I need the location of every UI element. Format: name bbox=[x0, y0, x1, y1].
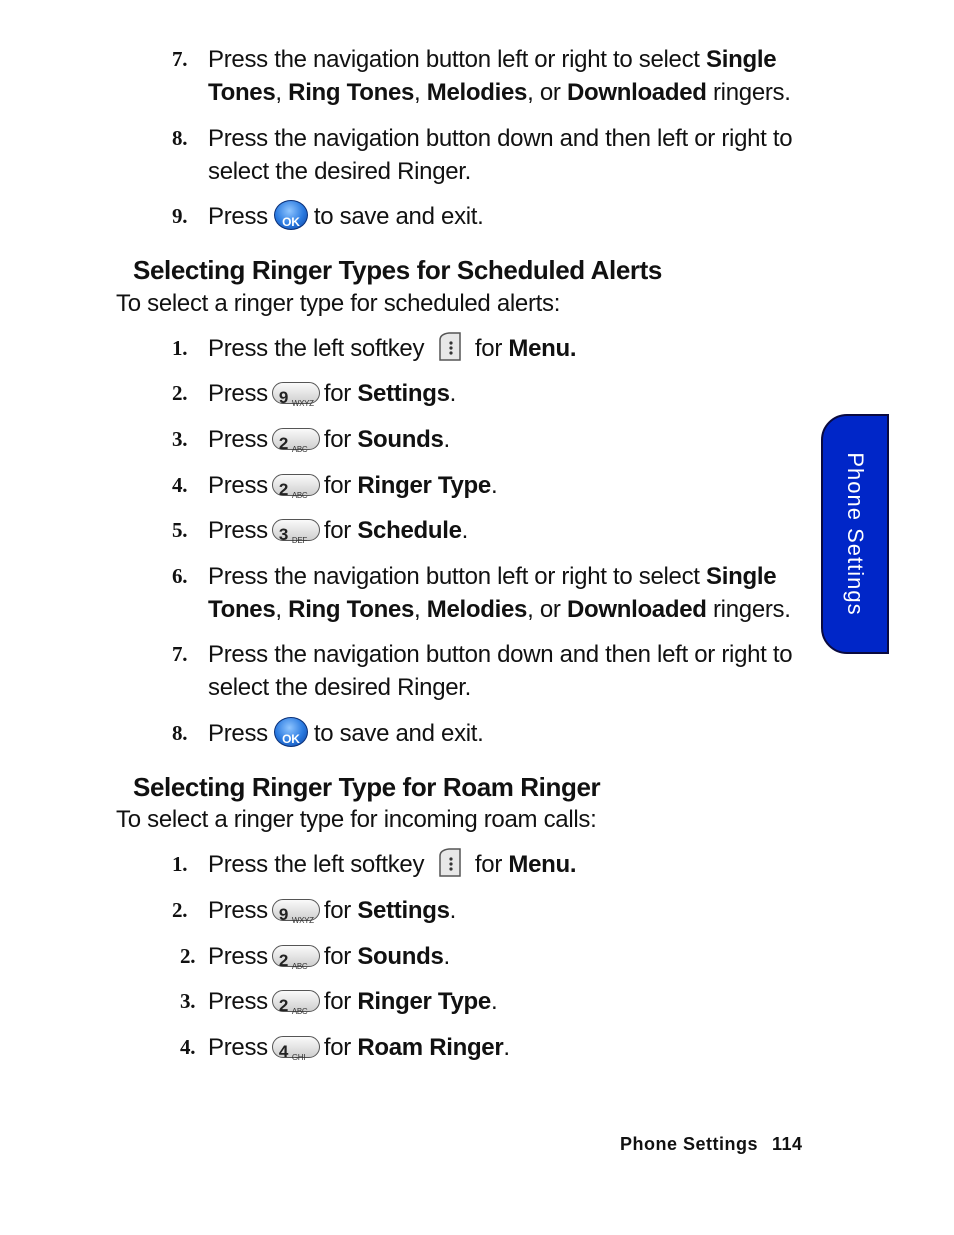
step-number: 6. bbox=[172, 564, 188, 588]
list-item: 2. Press 2 ABC for Sounds. bbox=[172, 940, 802, 973]
step-number: 1. bbox=[172, 852, 188, 876]
step-number: 3. bbox=[180, 989, 196, 1013]
key-9-icon: 9 WXYZ bbox=[272, 382, 320, 404]
list-item: 4. Press 4 GHI for Roam Ringer. bbox=[172, 1031, 802, 1064]
list-item: 3. Press 2 ABC for Ringer Type. bbox=[172, 985, 802, 1018]
step-number: 1. bbox=[172, 336, 188, 360]
list-item: 6. Press the navigation button left or right to select Single Tones, Ring Tones, Melodies, or Downloaded ringers. bbox=[172, 560, 802, 626]
step-number: 2. bbox=[172, 898, 188, 922]
list-item: 7. Press the navigation button left or right to select Single Tones, Ring Tones, Melodies, or Downloaded ringers. bbox=[172, 43, 802, 109]
key-2-icon: 2 ABC bbox=[272, 945, 320, 967]
list-item: 8. Press the navigation button down and then left or right to select the desired Ringer. bbox=[172, 122, 802, 188]
section-intro: To select a ringer type for scheduled alerts: bbox=[116, 290, 561, 317]
key-2-icon: 2 ABC bbox=[272, 428, 320, 450]
list-item: 4. Press 2 ABC for Ringer Type. bbox=[172, 469, 802, 502]
step-number: 4. bbox=[180, 1035, 196, 1059]
step-number: 2. bbox=[172, 381, 188, 405]
step-number: 2. bbox=[180, 944, 196, 968]
key-2-icon: 2 ABC bbox=[272, 990, 320, 1012]
list-item: 8. Press OK to save and exit. bbox=[172, 717, 802, 750]
list-item: 1. Press the left softkey for Menu. bbox=[172, 332, 802, 365]
list-item: 2. Press 9 WXYZ for Settings. bbox=[172, 894, 802, 927]
key-2-icon: 2 ABC bbox=[272, 474, 320, 496]
section-intro: To select a ringer type for incoming roam calls: bbox=[116, 806, 597, 833]
section-heading: Selecting Ringer Types for Scheduled Alerts bbox=[133, 255, 662, 285]
step-number: 4. bbox=[172, 473, 188, 497]
key-9-icon: 9 WXYZ bbox=[272, 899, 320, 921]
list-item: 9. Press OK to save and exit. bbox=[172, 200, 802, 233]
chapter-tab-label: Phone Settings bbox=[843, 452, 868, 616]
step-number: 8. bbox=[172, 721, 188, 745]
list-item: 2. Press 9 WXYZ for Settings. bbox=[172, 377, 802, 410]
ok-key-icon: OK bbox=[274, 717, 308, 747]
page-footer bbox=[620, 1134, 803, 1155]
ok-key-icon: OK bbox=[274, 200, 308, 230]
step-number: 7. bbox=[172, 642, 188, 666]
chapter-side-tab bbox=[821, 414, 889, 654]
step-number: 3. bbox=[172, 427, 188, 451]
list-item: 1. Press the left softkey for Menu. bbox=[172, 848, 802, 881]
step-number: 5. bbox=[172, 518, 188, 542]
left-softkey-icon bbox=[437, 848, 463, 878]
key-3-icon: 3 DEF bbox=[272, 519, 320, 541]
list-item: 3. Press 2 ABC for Sounds. bbox=[172, 423, 802, 456]
step-number: 7. bbox=[172, 47, 188, 71]
step-number: 9. bbox=[172, 204, 188, 228]
section-heading: Selecting Ringer Type for Roam Ringer bbox=[133, 772, 601, 802]
left-softkey-icon bbox=[437, 332, 463, 362]
list-item: 5. Press 3 DEF for Schedule. bbox=[172, 514, 802, 547]
footer-section-title: Phone Settings bbox=[620, 1134, 759, 1154]
step-number: 8. bbox=[172, 126, 188, 150]
page-number: 114 bbox=[772, 1134, 803, 1154]
list-item: 7. Press the navigation button down and then left or right to select the desired Ringer. bbox=[172, 638, 802, 704]
key-4-icon: 4 GHI bbox=[272, 1036, 320, 1058]
